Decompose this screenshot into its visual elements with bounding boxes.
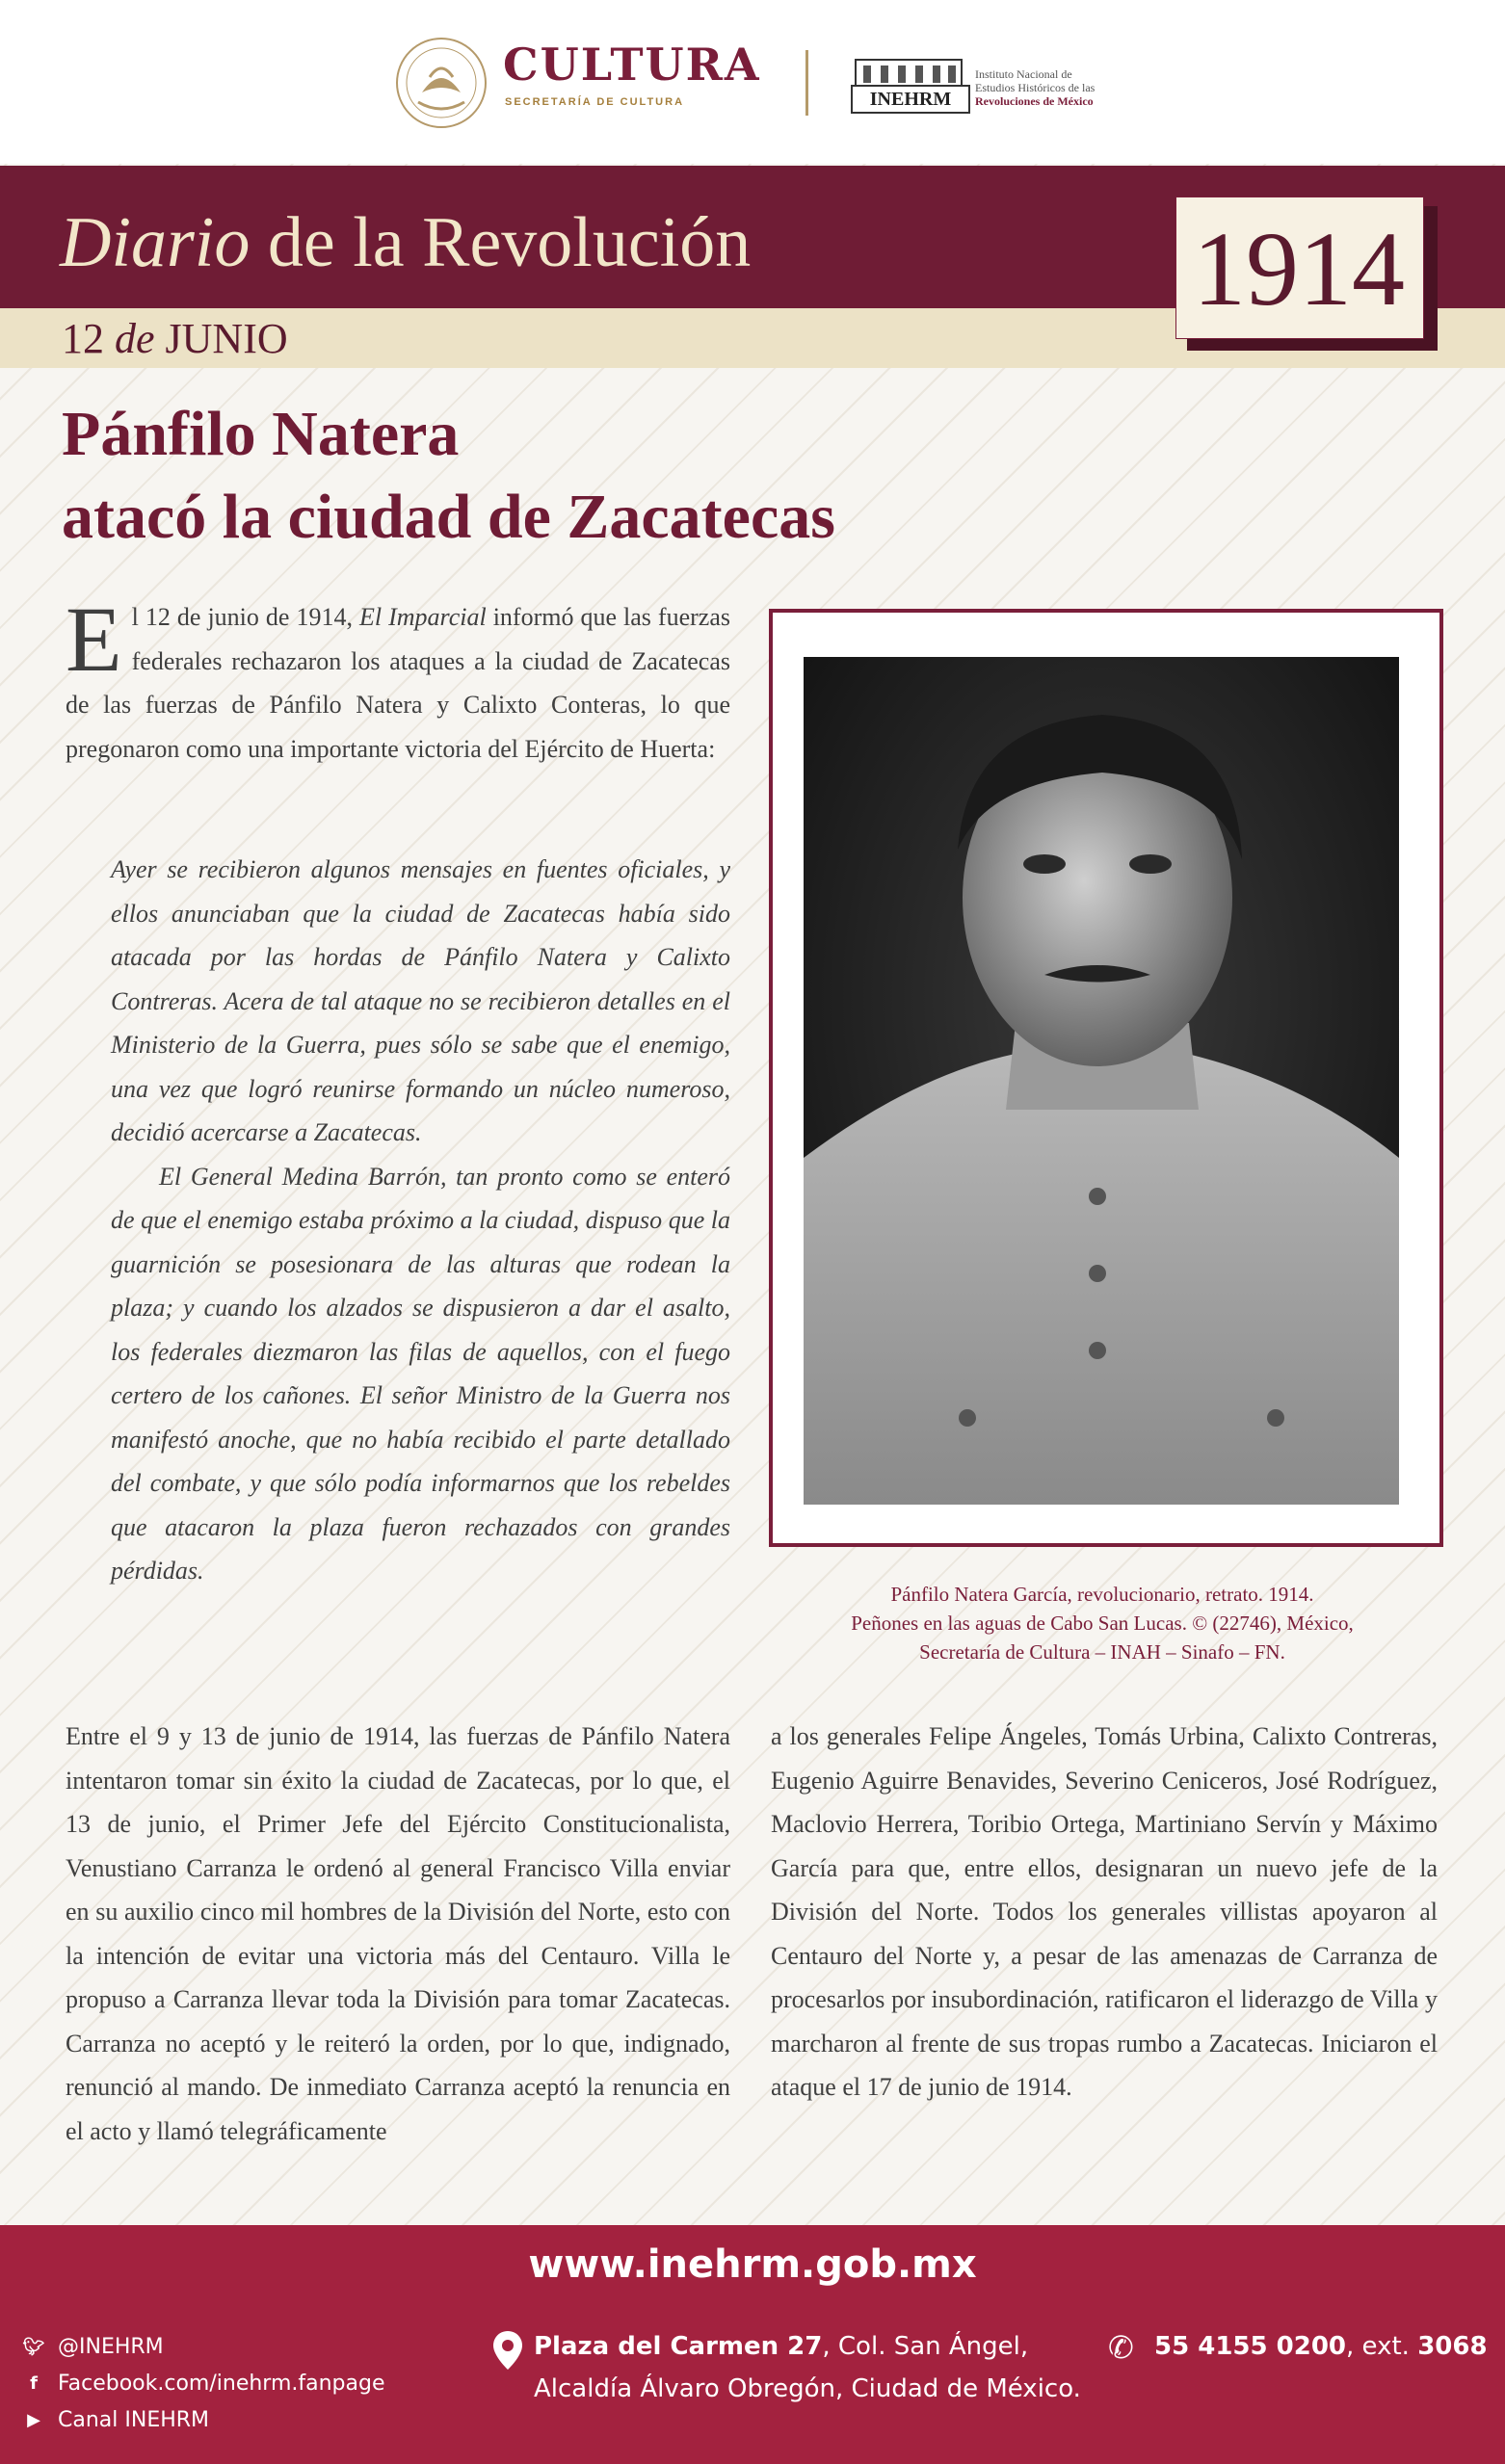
inehrm-wordmark: INEHRM — [851, 85, 970, 114]
facebook-icon: f — [30, 2373, 38, 2394]
title-rest: de la Revolución — [250, 203, 752, 282]
address-line-1 — [534, 2325, 1081, 2368]
institute-line-2: Estudios Históricos de las — [975, 81, 1096, 94]
date-label — [62, 314, 288, 363]
drop-cap: E — [66, 588, 122, 691]
facebook-link[interactable] — [21, 2366, 385, 2402]
phone-icon: ✆ — [1108, 2329, 1134, 2366]
location-pin-icon — [493, 2331, 522, 2370]
header — [0, 0, 1505, 164]
intro-paragraph — [66, 588, 730, 771]
youtube-link[interactable] — [21, 2402, 385, 2439]
phone-ext: 3068 — [1417, 2332, 1488, 2361]
youtube-channel: Canal INEHRM — [58, 2408, 210, 2432]
body-right-column: a los generales Felipe Ángeles, Tomás Urbina, Calixto Contreras, Eugenio Aguirre Benavides, Severino Ceniceros, José Rodríguez, Maclovio Herrera, Toribio Ortega, Martiniano Servín y Máximo García para que, entre ellos, designaran un nuevo jefe de la División del Norte. Todos los generales villistas apoyaron al Centauro del Norte y, a pesar de las amenazas de Carranza de procesarlos por insubordinación, ratificaron el liderazgo de Villa y marcharon al frente de sus tropas rumbo a Zacatecas. Iniciaron el ataque el 17 de junio de 1914. — [771, 1722, 1438, 2101]
facebook-url: Facebook.com/inehrm.fanpage — [58, 2372, 385, 2396]
address-line-2: Alcaldía Álvaro Obregón, Ciudad de México. — [534, 2374, 1081, 2403]
block-quote — [111, 848, 730, 1593]
headline-line-2: atacó la ciudad de Zacatecas — [62, 482, 835, 552]
website-link[interactable]: www.inehrm.gob.mx — [528, 2242, 977, 2287]
phone-number: 55 4155 0200 — [1154, 2332, 1347, 2361]
address — [534, 2325, 1081, 2410]
body-left-column: Entre el 9 y 13 de junio de 1914, las fuerzas de Pánfilo Natera intentaron tomar sin éxito la ciudad de Zacatecas, por lo que, el 13 de junio, el Primer Jefe del Ejército Constitucionalista, Venustiano Carranza le ordenó al general Francisco Villa enviar en su auxilio cinco mil hombres de la División del Norte, esto con la intención de evitar una victoria más del Centauro. Villa le propuso a Carranza llevar toda la División para tomar Zacatecas. Carranza no aceptó y le reiteró la orden, por lo que, indignado, renunció al mando. De inmediato Carranza aceptó la renuncia en el acto y llamó telegráficamente — [66, 1722, 730, 2145]
phone — [1154, 2325, 1488, 2368]
institute-line-1: Instituto Nacional de — [975, 67, 1072, 81]
twitter-link[interactable] — [21, 2329, 385, 2366]
caption-line-2: Peñones en las aguas de Cabo San Lucas. © (22746), México, — [851, 1612, 1354, 1635]
twitter-handle: @INEHRM — [58, 2335, 164, 2359]
institute-line-3: Revoluciones de México — [975, 94, 1094, 108]
institute-name — [975, 67, 1095, 108]
portrait-photo — [804, 657, 1399, 1505]
headline — [62, 393, 835, 559]
social-links — [21, 2329, 385, 2439]
portrait-image — [804, 657, 1399, 1505]
youtube-icon: ▶ — [27, 2410, 40, 2430]
caption-line-1: Pánfilo Natera García, revolucionario, retrato. 1914. — [890, 1583, 1314, 1606]
intro-text-a: l 12 de junio de 1914, — [131, 603, 359, 631]
caption-line-3: Secretaría de Cultura – INAH – Sinafo – FN. — [919, 1640, 1285, 1664]
year-label: 1914 — [1193, 210, 1405, 328]
photo-caption — [769, 1580, 1436, 1666]
headline-line-1: Pánfilo Natera — [62, 399, 460, 469]
quote-paragraph-1: Ayer se recibieron algunos mensajes en fuentes oficiales, y ellos anunciaban que la ciudad de Zacatecas había sido atacada por las hordas de Pánfilo Natera y Calixto Contreras. Acera de tal ataque no se recibieron detalles en el Ministerio de la Guerra, pues sólo se sabe que el enemigo, una vez que logró reunirse formando un núcleo numeroso, decidió acercarse a Zacatecas. — [111, 855, 730, 1146]
publication-title — [60, 202, 751, 284]
date-day: 12 — [62, 315, 104, 362]
address-street: Plaza del Carmen 27 — [534, 2332, 823, 2361]
title-italic: Diario — [60, 203, 251, 282]
cultura-wordmark: CULTURA — [503, 39, 761, 91]
date-month: JUNIO — [165, 315, 288, 362]
twitter-icon: 🐦︎ — [22, 2337, 45, 2357]
intro-text-b: informó que las fuerzas federales rechazaron los ataques a la ciudad de Zacatecas de las fuerzas de Pánfilo Natera y Calixto Conteras, lo que pregonaron como una importante victoria del Ejército de Huerta: — [66, 603, 730, 763]
logo-divider — [805, 50, 808, 116]
secretaria-label: SECRETARÍA DE CULTURA — [505, 96, 685, 108]
quote-paragraph-2: El General Medina Barrón, tan pronto como se enteró de que el enemigo estaba próximo a la ciudad, dispuso que la guarnición se posesionara de las alturas que rodean la plaza; y cuando los alzados se dispusieron a dar el asalto, los federales diezmaron las filas de aquellos, con el fuego certero de los cañones. El señor Ministro de la Guerra nos manifestó anoche, que no había recibido el parte detallado del combate, y que sólo podía informarnos que los rebeldes que atacaron la plaza fueron rechazados con grandes pérdidas. — [111, 1162, 730, 1585]
newspaper-name: El Imparcial — [358, 603, 487, 631]
address-colonia: , Col. San Ángel, — [822, 2332, 1029, 2361]
date-de: de — [104, 315, 166, 362]
phone-ext-label: , ext. — [1346, 2332, 1418, 2361]
escudo-nacional-logo — [393, 35, 489, 131]
